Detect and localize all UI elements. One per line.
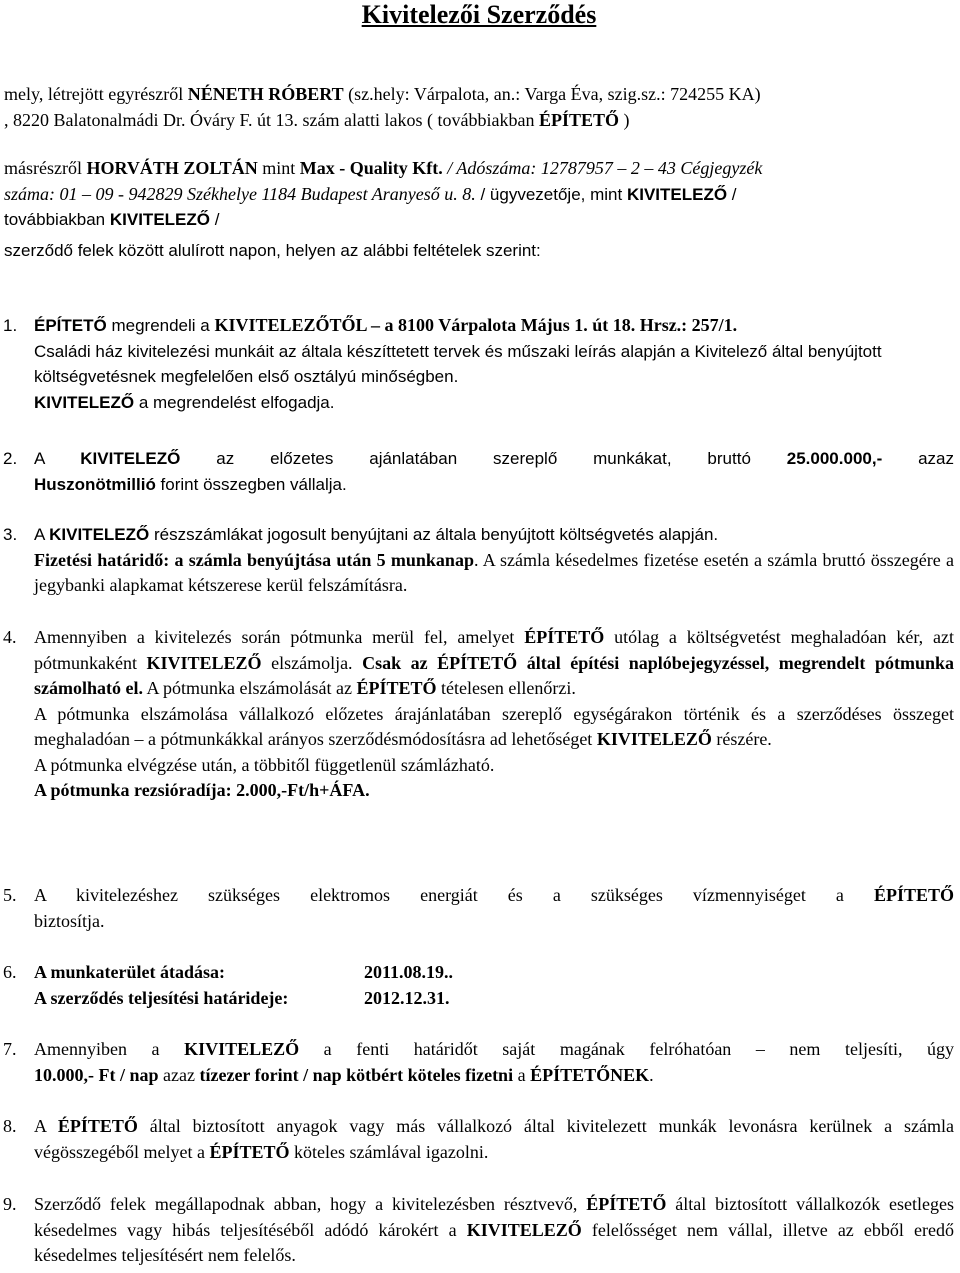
- section-number: 1.: [3, 316, 18, 335]
- section-number: 3.: [3, 525, 18, 544]
- section-body: Amennyiben a kivitelezés során pótmunka merül fel, amelyet ÉPÍTETŐ utólag a költségvetést meghaladóan kér, azt pótmunkaként KIVITELEZŐ elszámolja. Csak az ÉPÍTETŐ által építési naplóbejegyzéssel, megrendelt pótmunka számolható el. A pótmunka elszámolását az ÉPÍTETŐ tételesen ellenőrzi. A pótmunka elszámolása vállalkozó előzetes árajánlatában szereplő egységárakon történik és a szerződéses összeget meghaladóan – a pótmunkákkal arányos szerződésmódosításra ad lehetőséget KIVITELEZŐ részére. A pótmunka elvégzése után, a többitől függetlenül számlázható. A pótmunka rezsióradíja: 2.000,-Ft/h+ÁFA.: [34, 627, 954, 800]
- deadline-row: [34, 986, 954, 1012]
- section-3: [4, 522, 954, 599]
- deadline-date: 2012.12.31.: [364, 987, 450, 1008]
- intro-line-1: mely, létrejött egyrészről NÉNETH RÓBERT (sz.hely: Várpalota, an.: Varga Éva, szig.sz.: 724255 KA): [4, 84, 761, 104]
- handover-label: A munkaterület átadása:: [34, 962, 226, 982]
- intro-parties: [4, 82, 954, 133]
- intro-contractor: [4, 156, 954, 233]
- handover-date: 2011.08.19..: [364, 962, 454, 982]
- intro-line-2: , 8220 Balatonalmádi Dr. Óváry F. út 13. szám alatti lakos ( továbbiakban ÉPÍTETŐ ): [4, 109, 630, 130]
- section-number: 4.: [3, 627, 17, 647]
- section-2: [4, 446, 954, 497]
- document-title: Kivitelezői Szerződés: [361, 0, 597, 29]
- section-1: [4, 313, 954, 415]
- section-body: Amennyiben a KIVITELEZŐ a fenti határidőt saját magának felróhatóan – nem teljesíti, úgy 10.000,- Ft / nap azaz tízezer forint / nap kötbért köteles fizetni a ÉPÍTETŐNEK.: [34, 1039, 955, 1085]
- section-6: [4, 960, 954, 1011]
- section-number: 7.: [3, 1039, 17, 1059]
- deadline-label: A szerződés teljesítési határideje:: [34, 987, 289, 1008]
- intro-conditions: szerződő felek között alulírott napon, helyen az alábbi feltételek szerint:: [4, 241, 541, 260]
- section-body: A KIVITELEZŐ az előzetes ajánlatában szereplő munkákat, bruttó 25.000.000,- azaz Huszonötmillió forint összegben vállalja.: [34, 449, 955, 494]
- section-7: [4, 1037, 954, 1088]
- intro-line-3: másrészről HORVÁTH ZOLTÁN mint Max - Quality Kft. / Adószáma: 12787957 – 2 – 43 Cégjegyzék: [4, 158, 763, 178]
- section-9: [4, 1192, 954, 1269]
- section-number: 9.: [3, 1194, 17, 1214]
- section-number: 6.: [3, 962, 17, 982]
- section-number: 8.: [3, 1116, 17, 1136]
- section-4: [4, 625, 954, 804]
- intro-line-4: száma: 01 – 09 - 942829 Székhelye 1184 Budapest Aranyeső u. 8. / ügyvezetője, mint KIVITELEZŐ /: [4, 183, 737, 204]
- section-number: 5.: [3, 885, 17, 905]
- section-body: Szerződő felek megállapodnak abban, hogy a kivitelezésben résztvevő, ÉPÍTETŐ által biztosított vállalkozók esetleges késedelmes vagy hibás teljesítéséből adódó károkért a KIVITELEZŐ felelősséget nem vállal, illetve az ebből eredő késedelmes teljesítésért nem felelős.: [34, 1194, 955, 1265]
- handover-row: [34, 960, 954, 986]
- section-5: [4, 883, 954, 934]
- intro-line-5: továbbiakban KIVITELEZŐ /: [4, 210, 220, 229]
- section-body: ÉPÍTETŐ megrendeli a KIVITELEZŐTŐL – a 8100 Várpalota Május 1. út 18. Hrsz.: 257/1. Családi ház kivitelezési munkáit az általa készíttetett tervek és műszaki leírás alapján a Kivitelező által benyújtott költségvetésnek megfelelően első osztályú minőségben. KIVITELEZŐ a megrendelést elfogadja.: [34, 315, 882, 412]
- section-8: [4, 1114, 954, 1165]
- section-body: A ÉPÍTETŐ által biztosított anyagok vagy más vállalkozó által kivitelezett munkák levonásra kerülnek a számla végösszegéből melyet a ÉPÍTETŐ köteles számlával igazolni.: [34, 1116, 954, 1162]
- section-body: [34, 960, 954, 1011]
- section-body: A kivitelezéshez szükséges elektromos energiát és a szükséges vízmennyiséget a ÉPÍTETŐ biztosítja.: [34, 885, 954, 931]
- section-body: A KIVITELEZŐ részszámlákat jogosult benyújtani az általa benyújtott költségvetés alapján. Fizetési határidő: a számla benyújtása után 5 munkanap. A számla késedelmes fizetése esetén a számla bruttó összegére a jegybanki alapkamat kétszerese kerül felszámításra.: [34, 525, 954, 595]
- section-number: 2.: [3, 449, 18, 468]
